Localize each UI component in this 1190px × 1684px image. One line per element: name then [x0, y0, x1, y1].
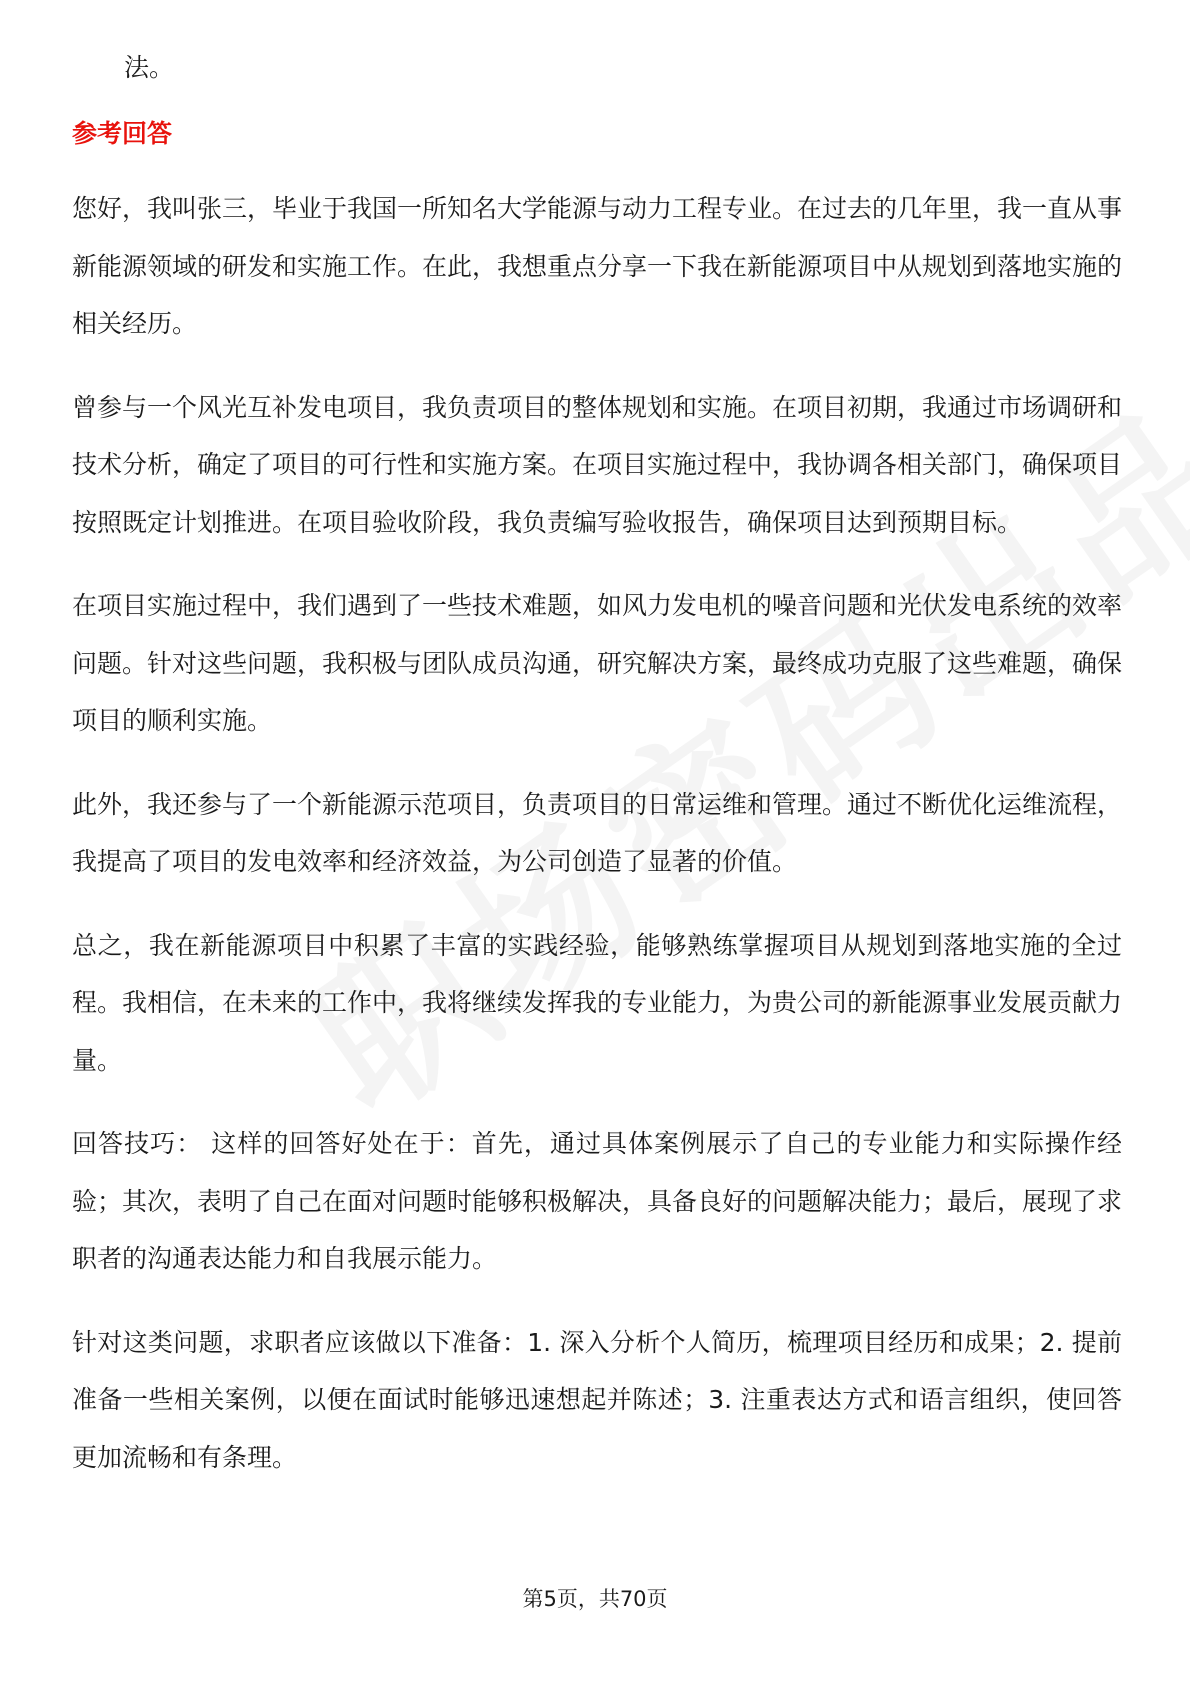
paragraph-summary: 总之，我在新能源项目中积累了丰富的实践经验，能够熟练掌握项目从规划到落地实施的全过程。我相信，在未来的工作中，我将继续发挥我的专业能力，为贵公司的新能源事业发展贡献力量。 — [72, 930, 1123, 1075]
paragraph-intro: 您好，我叫张三，毕业于我国一所知名大学能源与动力工程专业。在过去的几年里，我一直从事新能源领域的研发和实施工作。在此，我想重点分享一下我在新能源项目中从规划到落地实施的相关经历。 — [72, 194, 1123, 338]
page-number: 第5页，共70页 — [522, 1587, 668, 1611]
paragraph-preparation: 针对这类问题，求职者应该做以下准备：1. 深入分析个人简历，梳理项目经历和成果；2. 提前准备一些相关案例，以便在面试时能够迅速想起并陈述；3. 注重表达方式和语言组织，使回答更加流畅和有条理。 — [72, 1327, 1122, 1472]
continuation-text: 法。 — [124, 53, 175, 82]
paragraph-technical-challenges: 在项目实施过程中，我们遇到了一些技术难题，如风力发电机的噪音问题和光伏发电系统的效率问题。针对这些问题，我积极与团队成员沟通，研究解决方案，最终成功克服了这些难题，确保项目的顺利实施。 — [72, 591, 1123, 735]
document-body — [72, 48, 1122, 1512]
section-title: 参考回答 — [72, 119, 173, 148]
paragraph-demo-project: 此外，我还参与了一个新能源示范项目，负责项目的日常运维和管理。通过不断优化运维流程，我提高了项目的发电效率和经济效益，为公司创造了显著的价值。 — [72, 789, 1123, 876]
paragraph-answer-tips: 回答技巧： 这样的回答好处在于：首先，通过具体案例展示了自己的专业能力和实际操作经验；其次，表明了自己在面对问题时能够积极解决，具备良好的问题解决能力；最后，展现了求职者的沟通表达能力和自我展示能力。 — [72, 1129, 1123, 1273]
paragraph-project-experience: 曾参与一个风光互补发电项目，我负责项目的整体规划和实施。在项目初期，我通过市场调研和技术分析，确定了项目的可行性和实施方案。在项目实施过程中，我协调各相关部门，确保项目按照既定计划推进。在项目验收阶段，我负责编写验收报告，确保项目达到预期目标。 — [72, 392, 1123, 537]
